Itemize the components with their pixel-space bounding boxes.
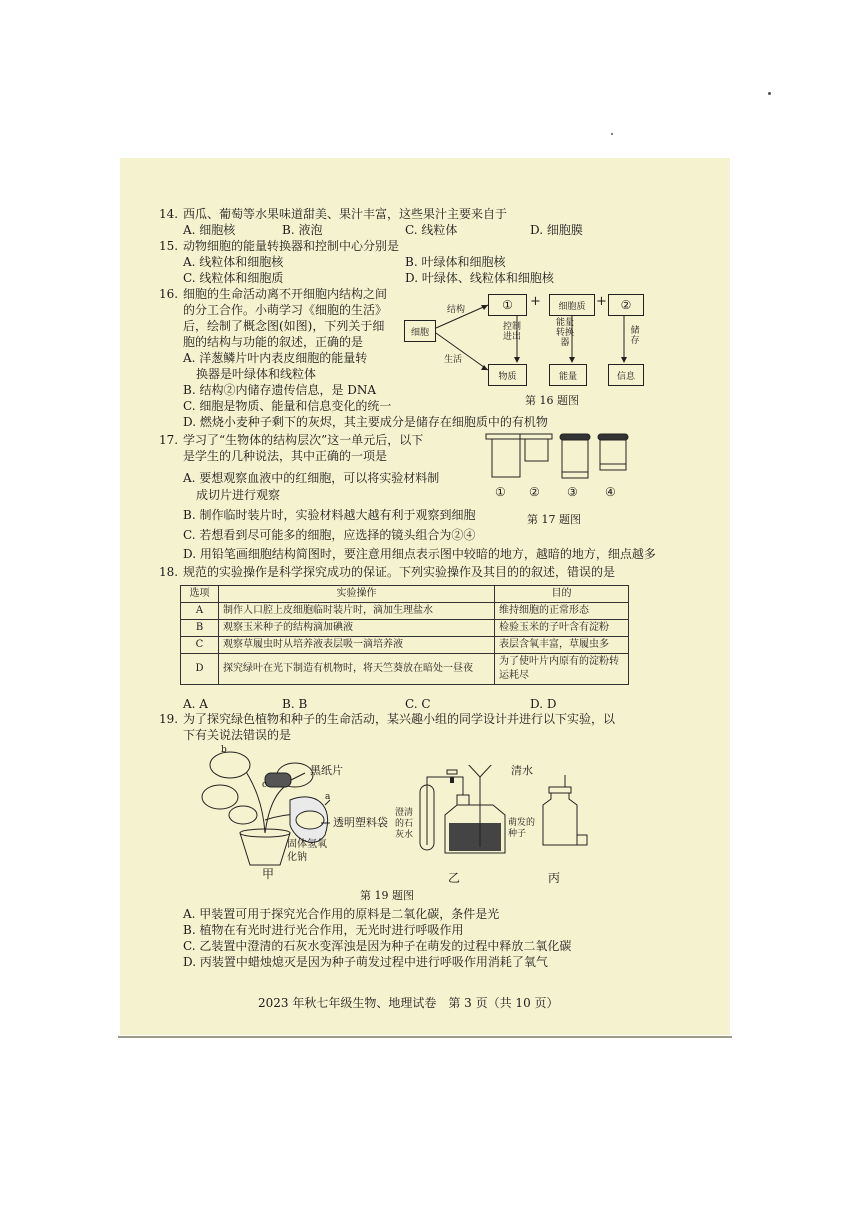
- row-option: B: [181, 620, 219, 637]
- diagram-plus: +: [530, 294, 541, 309]
- row-option: A: [181, 603, 219, 620]
- question-number: 18.: [159, 565, 179, 579]
- lens-3: [560, 434, 590, 478]
- question-number: 15.: [159, 239, 179, 253]
- lens-label-4: ④: [605, 485, 616, 499]
- question-stem: 动物细胞的能量转换器和控制中心分别是: [183, 239, 400, 253]
- table-header-row: [181, 586, 629, 603]
- label-plastic-bag: 透明塑料袋: [333, 816, 388, 829]
- table-row: [181, 637, 629, 654]
- row-purpose: 表层含氧丰富，草履虫多: [495, 637, 629, 654]
- option-d: D. 燃烧小麦种子剩下的灰烬，其主要成分是储存在细胞质中的有机物: [183, 415, 548, 429]
- row-purpose: 为了使叶片内原有的淀粉转运耗尽: [495, 654, 629, 685]
- diagram-energy-converter-label: 能量转换器: [555, 318, 574, 348]
- diagram-structure-label: 结构: [447, 305, 466, 315]
- lens-label-1: ①: [495, 485, 506, 499]
- row-operation: 制作人口腔上皮细胞临时装片时，滴加生理盐水: [219, 603, 495, 620]
- option-c: C. 乙装置中澄清的石灰水变浑浊是因为种子在萌发的过程中释放二氧化碳: [183, 939, 572, 953]
- lens-label-3: ③: [567, 485, 578, 499]
- diagram-cell-box: 细胞: [404, 320, 436, 342]
- row-purpose: 维持细胞的正常形态: [495, 603, 629, 620]
- label-black-paper: 黑纸片: [310, 764, 343, 777]
- lens-1: [486, 434, 526, 477]
- option-a: A. 甲装置可用于探究光合作用的原料是二氧化碳，条件是光: [183, 907, 500, 921]
- page-footer: 2023 年秋七年级生物、地理试卷 第 3 页（共 10 页）: [258, 996, 559, 1010]
- row-operation: 探究绿叶在光下制造有机物时，将天竺葵放在暗处一昼夜: [219, 654, 495, 685]
- diagram-info-box: 信息: [608, 364, 644, 386]
- lens-2: [520, 434, 552, 461]
- table-row: [181, 603, 629, 620]
- diagram-matter-box: 物质: [488, 364, 527, 386]
- lens-4: [598, 434, 628, 470]
- question-number: 14.: [159, 207, 179, 221]
- option-a: A. 洋葱鳞片叶内表皮细胞的能量转: [183, 351, 368, 365]
- figure-label-yi: 乙: [448, 871, 461, 885]
- option-c: C. 若想看到尽可能多的细胞，应选择的镜头组合为②④: [183, 528, 476, 542]
- row-purpose: 检验玉米的子叶含有淀粉: [495, 620, 629, 637]
- option-c: C. 细胞是物质、能量和信息变化的统一: [183, 399, 392, 413]
- option-d: D. 丙装置中蜡烛熄灭是因为种子萌发过程中进行呼吸作用消耗了氧气: [183, 955, 548, 969]
- question-stem-line: 学习了“生物体的结构层次”这一单元后，以下: [183, 433, 424, 447]
- option-a: A. 线粒体和细胞核: [183, 255, 284, 269]
- option-d: D. 细胞膜: [530, 223, 583, 237]
- label-naoh: 固体氢氧化钠: [287, 839, 327, 863]
- option-b: B. 植物在有光时进行光合作用，无光时进行呼吸作用: [183, 923, 464, 937]
- scan-speck: [611, 133, 613, 135]
- diagram-structure-1-box: ①: [488, 294, 527, 316]
- header-operation: 实验操作: [219, 586, 495, 603]
- diagram-control-label: 控制进出: [502, 322, 521, 342]
- apparatus-bing: [535, 775, 595, 855]
- row-option: C: [181, 637, 219, 654]
- label-water: 清水: [511, 764, 533, 777]
- row-operation: 观察玉米种子的结构滴加碘液: [219, 620, 495, 637]
- figure-label-bing: 丙: [548, 871, 561, 885]
- diagram-energy-box: 能量: [549, 364, 587, 386]
- diagram-structure-2-box: ②: [608, 294, 644, 316]
- figure-label-jia: 甲: [262, 867, 275, 881]
- option-c: C. 线粒体: [405, 223, 458, 237]
- page-bottom-edge: [118, 1036, 732, 1038]
- label-a: a: [325, 792, 331, 802]
- diagram-plus: +: [596, 294, 607, 309]
- question-stem-line: 细胞的生命活动离不开细胞内结构之间: [183, 287, 388, 301]
- question-number: 19.: [159, 712, 179, 726]
- question-stem: 规范的实验操作是科学探究成功的保证。下列实验操作及其目的的叙述，错误的是: [183, 565, 616, 579]
- header-option: 选项: [181, 586, 219, 603]
- option-b: B. B: [282, 697, 308, 711]
- figure-caption: 第 19 题图: [360, 889, 414, 902]
- table-row: [181, 620, 629, 637]
- diagram-cytoplasm-box: 细胞质: [549, 294, 595, 316]
- figure-caption: 第 17 题图: [527, 513, 581, 526]
- row-option: D: [181, 654, 219, 685]
- diagram-life-label: 生活: [444, 355, 463, 365]
- label-limewater: 澄清的石灰水: [395, 808, 414, 840]
- option-b: B. 叶绿体和细胞核: [405, 255, 506, 269]
- option-a-continued: 成切片进行观察: [196, 488, 281, 502]
- question-number: 17.: [159, 433, 179, 447]
- option-a-continued: 换器是叶绿体和线粒体: [196, 367, 317, 381]
- option-d: D. D: [530, 697, 557, 711]
- question-number: 16.: [159, 287, 179, 301]
- option-b: B. 结构②内储存遗传信息，是 DNA: [183, 383, 377, 397]
- question-stem-line: 后，绘制了概念图(如图)，下列关于细: [183, 319, 385, 333]
- diagram-storage-label: 储存: [630, 326, 640, 346]
- option-b: B. 液泡: [282, 223, 323, 237]
- table-row: [181, 654, 629, 685]
- option-a: A. 要想观察血液中的红细胞，可以将实验材料制: [183, 471, 440, 485]
- option-c: C. C: [405, 697, 431, 711]
- option-c: C. 线粒体和细胞质: [183, 271, 284, 285]
- lens-label-2: ②: [529, 485, 540, 499]
- q18-table: [180, 585, 629, 685]
- option-d: D. 叶绿体、线粒体和细胞核: [405, 271, 554, 285]
- label-b: b: [221, 745, 227, 755]
- option-a: A. A: [183, 697, 208, 711]
- lens-figure: [480, 432, 650, 484]
- question-stem-line: 胞的结构与功能的叙述，正确的是: [183, 335, 364, 349]
- row-operation: 观察草履虫时从培养液表层吸一滴培养液: [219, 637, 495, 654]
- option-a: A. 细胞核: [183, 223, 236, 237]
- question-stem-line: 的分工合作。小萌学习《细胞的生活》: [183, 303, 388, 317]
- question-stem-line: 下有关说法错误的是: [183, 728, 292, 742]
- question-stem-line: 为了探究绿色植物和种子的生命活动，某兴趣小组的同学设计并进行以下实验，以: [183, 712, 616, 726]
- label-c: c: [262, 780, 268, 790]
- figure-caption: 第 16 题图: [525, 394, 579, 407]
- option-d: D. 用铅笔画细胞结构简图时，要注意用细点表示图中较暗的地方，越暗的地方，细点越多: [183, 547, 656, 561]
- option-b: B. 制作临时装片时，实验材料越大越有利于观察到细胞: [183, 508, 476, 522]
- scan-speck: [768, 92, 771, 95]
- label-seeds: 萌发的种子: [508, 818, 536, 839]
- question-stem: 西瓜、葡萄等水果味道甜美、果汁丰富，这些果汁主要来自于: [183, 207, 508, 221]
- question-stem-line: 是学生的几种说法，其中正确的一项是: [183, 449, 388, 463]
- header-purpose: 目的: [495, 586, 629, 603]
